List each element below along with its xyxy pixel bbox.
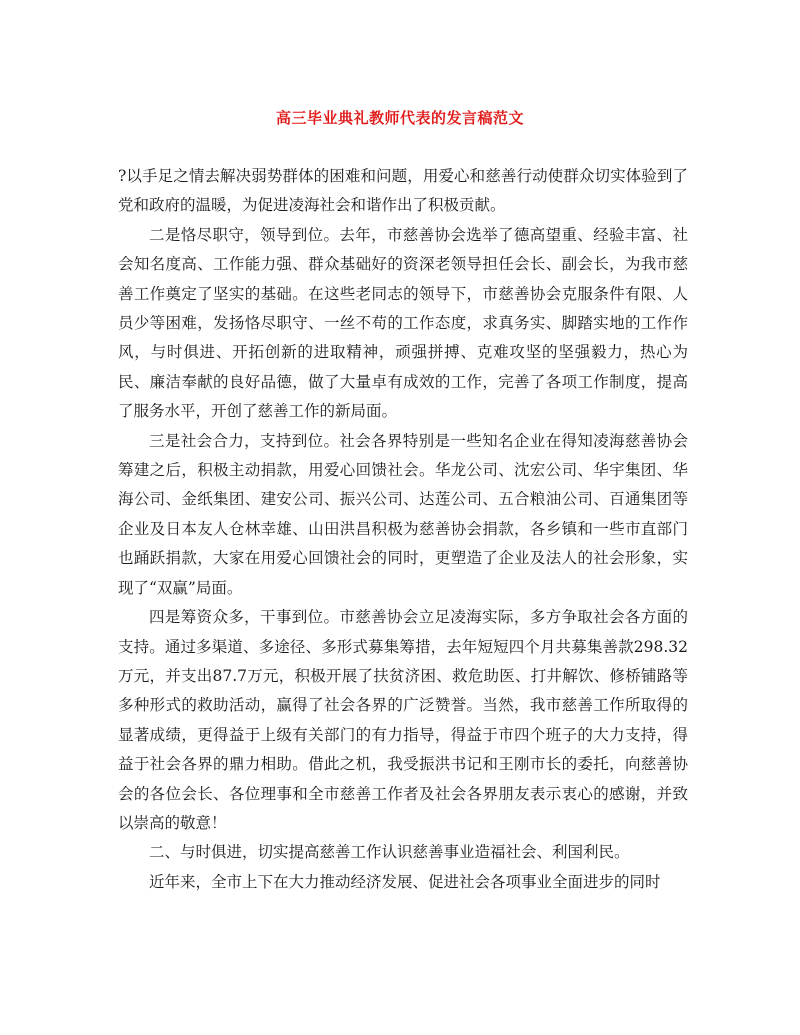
paragraph-social-support: 三是社会合力，支持到位。社会各界特别是一些知名企业在得知凌海慈善协会筹建之后，积极主动捐款，用爱心回馈社会。华龙公司、沈宏公司、华宇集团、华海公司、金纸集团、建安公司、振兴公司、达莲公司、五合粮油公司、百通集团等企业及日本友人仓林幸雄、山田洪昌积极为慈善协会捐款，各乡镇和一些市直部门也踊跃捐款，大家在用爱心回馈社会的同时，更塑造了企业及法人的社会形象，实现了“双赢”局面。	[118, 431, 688, 597]
paragraph-recent-years: 近年来，全市上下在大力推动经济发展、促进社会各项事业全面进步的同时	[149, 872, 661, 891]
document-title: 高三毕业典礼教师代表的发言稿范文	[275, 109, 524, 127]
document-body	[118, 162, 688, 897]
paragraph-fundraising: 四是筹资众多，干事到位。市慈善协会立足凌海实际，多方争取社会各方面的支持。通过多渠道、多途径、多形式募集筹措，去年短短四个月共募集善款298.32万元，并支出87.7万元，积极开展了扶贫济困、救危助医、打井解饮、修桥铺路等多种形式的救助活动，赢得了社会各界的广泛赞誉。当然，我市慈善工作所取得的显著成绩，更得益于上级有关部门的有力指导，得益于市四个班子的大力支持，得益于社会各界的鼎力相助。借此之机，我受振洪书记和王刚市长的委托，向慈善协会的各位会长、各位理事和全市慈善工作者及社会各界朋友表示衷心的感谢，并致以崇高的敬意！	[118, 608, 688, 832]
paragraph-duty: 二是恪尽职守，领导到位。去年，市慈善协会选举了德高望重、经验丰富、社会知名度高、工作能力强、群众基础好的资深老领导担任会长、副会长，为我市慈善工作奠定了坚实的基础。在这些老同志的领导下，市慈善协会克服条件有限、人员少等困难，发扬恪尽职守、一丝不苟的工作态度，求真务实、脚踏实地的工作作风，与时俱进、开拓创新的进取精神，顽强拼搏、克难攻坚的坚强毅力，热心为民、廉洁奉献的良好品德，做了大量卓有成效的工作，完善了各项工作制度，提高了服务水平，开创了慈善工作的新局面。	[118, 225, 688, 421]
section-heading-two: 二、与时俱进，切实提高慈善工作认识慈善事业造福社会、利国利民。	[149, 843, 630, 862]
paragraph-continuation: ?以手足之情去解决弱势群体的困难和问题，用爱心和慈善行动使群众切实体验到了党和政府的温暖，为促进凌海社会和谐作出了积极贡献。	[118, 167, 688, 215]
